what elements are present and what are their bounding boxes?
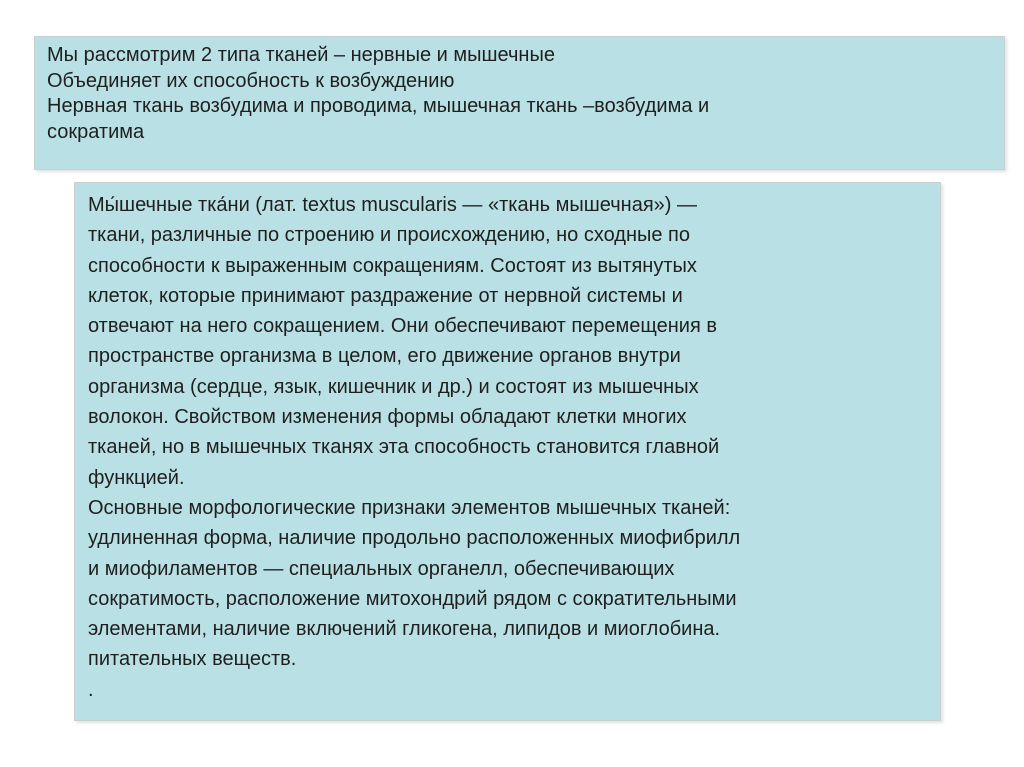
definition-line: питательных веществ. <box>88 648 297 671</box>
definition-line: . <box>88 678 94 701</box>
summary-line: Мы рассмотрим 2 типа тканей – нервные и мышечные <box>47 44 555 66</box>
definition-line: сократимость, расположение митохондрий рядом с сократительными <box>88 587 737 610</box>
summary-line: Нервная ткань возбудима и проводима, мышечная ткань –возбудима и <box>47 95 710 117</box>
definition-text-box <box>74 182 941 721</box>
summary-line: сократима <box>47 120 145 143</box>
definition-line: функцией. <box>88 466 185 489</box>
definition-line: клеток, которые принимают раздражение от нервной системы и <box>88 284 683 307</box>
definition-line: тканей, но в мышечных тканях эта способность становится главной <box>88 436 720 459</box>
summary-line: Объединяет их способность к возбуждению <box>47 69 455 92</box>
definition-line: способности к выраженным сокращениям. Состоят из вытянутых <box>88 254 697 277</box>
definition-line: Основные морфологические признаки элементов мышечных тканей: <box>88 496 731 519</box>
definition-line: и миофиламентов — специальных органелл, обеспечивающих <box>88 557 675 580</box>
summary-text-box <box>34 36 1005 170</box>
definition-line: элементами, наличие включений гликогена, липидов и миоглобина. <box>88 618 721 641</box>
definition-line: Мы́шечные тка́ни (лат. textus muscularis — «ткань мышечная») — <box>88 194 697 216</box>
definition-line: удлиненная форма, наличие продольно расположенных миофибрилл <box>88 527 741 550</box>
definition-line: волокон. Свойством изменения формы обладают клетки многих <box>88 406 687 429</box>
definition-line: отвечают на него сокращением. Они обеспечивают перемещения в <box>88 315 717 338</box>
definition-line: пространстве организма в целом, его движение органов внутри <box>88 345 681 368</box>
definition-line: ткани, различные по строению и происхождению, но сходные по <box>88 224 691 247</box>
definition-line: организма (сердце, язык, кишечник и др.) и состоят из мышечных <box>88 375 699 398</box>
